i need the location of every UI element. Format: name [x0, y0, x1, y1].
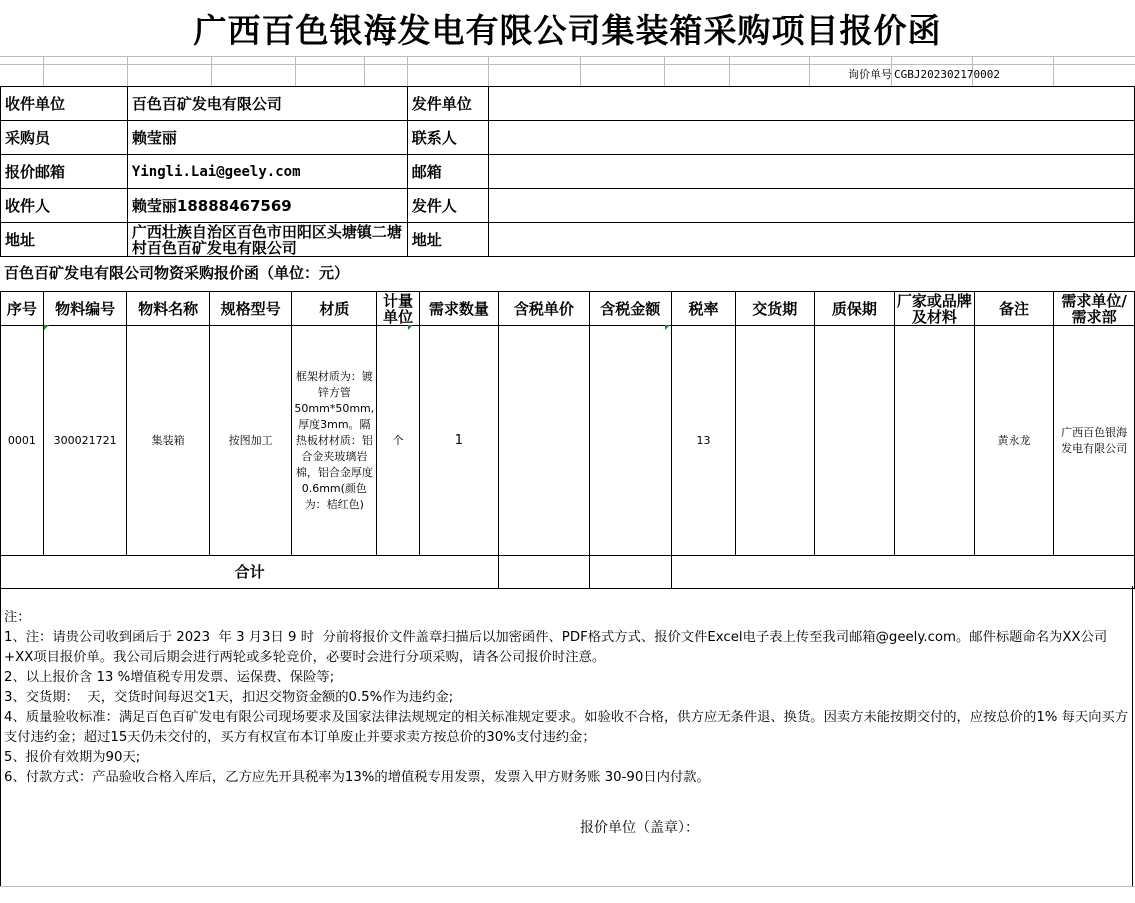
grid-line	[0, 56, 1135, 57]
cell-remark[interactable]: 黄永龙	[974, 326, 1054, 556]
recipient-label: 收件人	[1, 189, 128, 223]
cell-department[interactable]: 广西百色银海发电有限公司	[1054, 326, 1135, 556]
info-row	[1, 121, 1135, 155]
note-item: 4、质量验收标准：满足百色百矿发电有限公司现场要求及国家法律法规规定的相关标准规定要求。如验收不合格，供方应无条件退、换货。因卖方未能按期交付的，应按总价的1% 每天向买方支付违约金；超过15天仍未交付的，买方有权宣布本订单废止并要求卖方按总价的30%支付违约金；	[4, 710, 1129, 745]
cell-warranty[interactable]	[814, 326, 895, 556]
col-header-delivery: 交货期	[736, 292, 815, 326]
cell-spec[interactable]: 按图加工	[209, 326, 292, 556]
total-label: 合计	[1, 556, 499, 589]
recipient-value[interactable]: 赖莹丽18888467569	[127, 189, 407, 223]
grid-line	[295, 56, 296, 86]
cell-amount[interactable]	[589, 326, 672, 556]
info-row	[1, 223, 1135, 257]
info-row	[1, 155, 1135, 189]
total-rest	[672, 556, 1135, 589]
grid-line	[0, 886, 1135, 887]
email-label: 邮箱	[407, 155, 488, 189]
cell-tax-rate[interactable]: 13	[672, 326, 736, 556]
page-title: 广西百色银海发电有限公司集装箱采购项目报价函	[193, 11, 942, 50]
notes-heading: 注：	[4, 610, 31, 625]
cell-material[interactable]: 框架材质为：镀锌方管50mm*50mm,厚度3mm。隔热板材材质：铝合金夹玻璃岩棉，铝合金厚度0.6mm(颜色为：桔红色)	[292, 326, 377, 556]
total-amount[interactable]	[589, 556, 672, 589]
cell-marker	[665, 325, 670, 330]
cell-quantity[interactable]: 1	[419, 326, 499, 556]
receiver-unit-label: 收件单位	[1, 87, 128, 121]
address-label: 地址	[1, 223, 128, 257]
contact-info-table	[0, 86, 1135, 257]
email-value[interactable]	[488, 155, 1134, 189]
col-header-warranty: 质保期	[814, 292, 895, 326]
quotation-table	[0, 291, 1135, 589]
col-header-brand: 厂家或品牌及材料	[895, 292, 975, 326]
col-header-amount: 含税金额	[589, 292, 672, 326]
col-header-unit: 计量单位	[377, 292, 419, 326]
cell-marker	[44, 325, 49, 330]
address2-label: 地址	[407, 223, 488, 257]
contact-value[interactable]	[488, 121, 1134, 155]
col-header-material-name: 物料名称	[127, 292, 210, 326]
grid-line	[488, 56, 489, 86]
sender-unit-value[interactable]	[488, 87, 1134, 121]
col-header-unit-price: 含税单价	[499, 292, 589, 326]
grid-line	[211, 56, 212, 86]
note-item: 5、报价有效期为90天;	[4, 750, 141, 765]
col-header-department: 需求单位/需求部	[1054, 292, 1135, 326]
cell-delivery[interactable]	[736, 326, 815, 556]
cell-brand[interactable]	[895, 326, 975, 556]
col-header-tax-rate: 税率	[672, 292, 736, 326]
grid-line	[580, 56, 581, 86]
cell-material-code[interactable]: 300021721	[43, 326, 127, 556]
cell-unit[interactable]: 个	[377, 326, 419, 556]
cell-unit-price[interactable]	[499, 326, 589, 556]
grid-line	[127, 56, 128, 86]
info-row	[1, 87, 1135, 121]
grid-line	[729, 56, 730, 86]
address-value[interactable]: 广西壮族自治区百色市田阳区头塘镇二塘村百色百矿发电有限公司	[127, 223, 407, 257]
total-row	[1, 556, 1135, 589]
table-header-row	[1, 292, 1135, 326]
quote-email-value[interactable]: Yingli.Lai@geely.com	[127, 155, 407, 189]
total-unit-price[interactable]	[499, 556, 589, 589]
info-row	[1, 189, 1135, 223]
grid-line	[407, 56, 408, 86]
contact-label: 联系人	[407, 121, 488, 155]
note-item: 2、以上报价含 13 %增值税专用发票、运保费、保险等;	[4, 670, 335, 685]
grid-line	[0, 64, 1135, 65]
grid-line	[664, 56, 665, 86]
col-header-spec: 规格型号	[209, 292, 292, 326]
grid-line	[43, 56, 44, 86]
note-item: 6、付款方式：产品验收合格入库后，乙方应先开具税率为13%的增值税专用发票，发票入甲方财务账 30-90日内付款。	[4, 770, 710, 785]
buyer-value[interactable]: 赖莹丽	[127, 121, 407, 155]
cell-material-name[interactable]: 集装箱	[127, 326, 210, 556]
inquiry-number-label: 询价单号	[848, 68, 892, 81]
grid-line	[364, 56, 365, 86]
col-header-remark: 备注	[974, 292, 1054, 326]
quote-email-label: 报价邮箱	[1, 155, 128, 189]
note-item: 1、注：请贵公司收到函后于 2023 年 3 月3日 9 时 分前将报价文件盖章扫描后以加密函件、PDF格式方式、报价文件Excel电子表上传至我司邮箱@geely.com。邮件标题命名为XX公司+XX项目报价单。我公司后期会进行两轮或多轮竞价，必要时会进行分项采购，请各公司报价时注意。	[4, 630, 1108, 665]
sender-unit-label: 发件单位	[407, 87, 488, 121]
receiver-unit-value[interactable]: 百色百矿发电有限公司	[127, 87, 407, 121]
table-row	[1, 326, 1135, 556]
cell-index[interactable]: 0001	[1, 326, 44, 556]
notes-section	[0, 586, 1133, 886]
inquiry-number-value[interactable]: CGBJ202302170002	[894, 68, 1000, 81]
seal-label: 报价单位（盖章）：	[580, 820, 699, 836]
col-header-material: 材质	[292, 292, 377, 326]
sender-label: 发件人	[407, 189, 488, 223]
cell-marker	[408, 325, 413, 330]
address2-value[interactable]	[488, 223, 1134, 257]
col-header-index: 序号	[1, 292, 44, 326]
col-header-material-code: 物料编号	[43, 292, 127, 326]
buyer-label: 采购员	[1, 121, 128, 155]
col-header-quantity: 需求数量	[419, 292, 499, 326]
note-item: 3、交货期： 天，交货时间每迟交1天，扣迟交物资金额的0.5%作为违约金;	[4, 690, 454, 705]
section-title: 百色百矿发电有限公司物资采购报价函（单位：元）	[4, 264, 350, 282]
sender-value[interactable]	[488, 189, 1134, 223]
